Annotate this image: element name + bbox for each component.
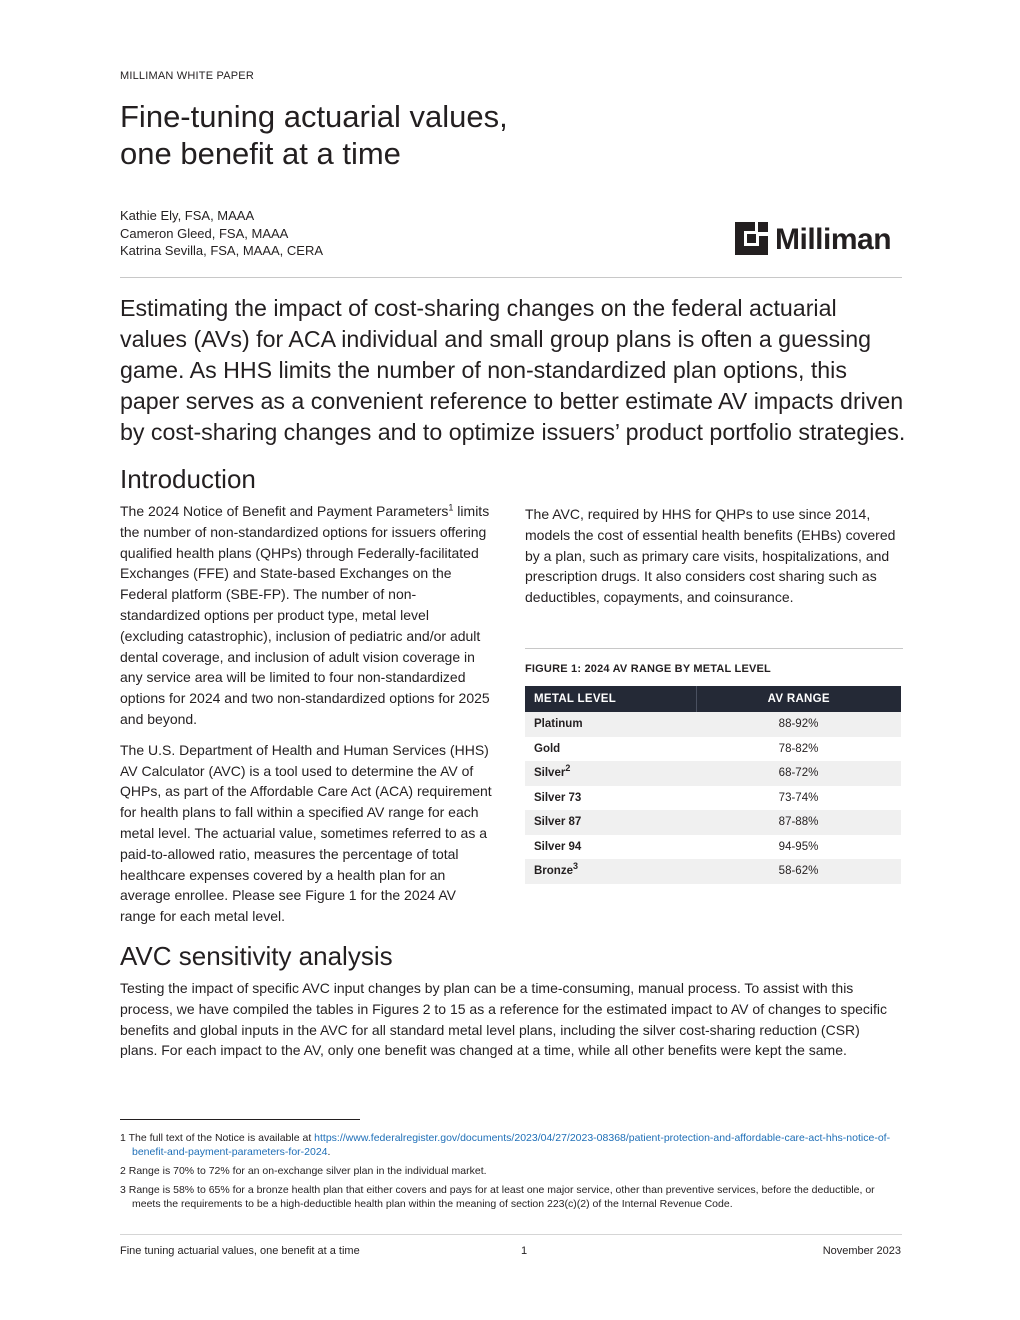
- footer-title: Fine tuning actuarial values, one benefit at a time: [120, 1245, 360, 1257]
- metal-level-cell: [525, 786, 696, 811]
- av-range-cell: 58-62%: [696, 859, 901, 884]
- metal-level-cell: [525, 859, 696, 884]
- notice-reference: The 2024 Notice of Benefit and Payment Parameters: [120, 503, 449, 519]
- page-title: [120, 98, 508, 172]
- footnote-ref-1[interactable]: 1: [448, 502, 454, 513]
- av-range-cell: 68-72%: [696, 761, 901, 786]
- av-range-cell: 94-95%: [778, 840, 819, 853]
- table-row: [525, 810, 901, 835]
- section-heading-introduction: Introduction: [120, 464, 256, 494]
- page-number: 1: [521, 1245, 528, 1257]
- metal-level-label: Gold: [534, 742, 561, 755]
- table-row: [525, 859, 901, 884]
- intro-left-column: [120, 501, 492, 937]
- milliman-logo: [735, 222, 905, 258]
- footnote-ref-2[interactable]: 2: [565, 763, 571, 774]
- metal-level-label: Silver 73: [534, 791, 582, 804]
- footnote-1-suffix: .: [327, 1146, 331, 1158]
- figure-divider: [525, 648, 903, 649]
- column-header-av-range: AV RANGE: [696, 686, 901, 712]
- title-line-2: one benefit at a time: [120, 136, 401, 171]
- intro-paragraph-3: The AVC, required by HHS for QHPs to use since 2014, models the cost of essential health benefits (EHBs) covered by a plan, such as primary care visits, hospitalizations, and prescription drugs. It also considers cost sharing such as deductibles, copayments, and coinsurance.: [525, 506, 896, 606]
- footnote-3: 3 Range is 58% to 65% for a bronze health plan that either covers and pays for at least one major service, other than preventive services, before the deductible, or meets the requirements to be a high-deductible health plan within the meaning of section 223(c)(2) of the Internal Revenue Code.: [120, 1184, 875, 1210]
- author: Kathie Ely, FSA, MAAA: [120, 208, 255, 223]
- metal-level-label: Silver: [534, 767, 566, 780]
- sensitivity-paragraph: Testing the impact of specific AVC input changes by plan can be a time-consuming, manual process. To assist with this process, we have compiled the tables in Figures 2 to 15 as a reference for the estimated impact to AV of changes to specific benefits and global inputs in the AVC for all standard metal level plans, including the silver cost-sharing reduction (CSR) plans. For each impact to the AV, only one benefit was changed at a time, while all other benefits were kept the same.: [120, 980, 888, 1059]
- footnote-1-text: 1 The full text of the Notice is available at: [120, 1132, 315, 1144]
- divider: [120, 277, 902, 278]
- eyebrow-label: MILLIMAN WHITE PAPER: [120, 70, 254, 82]
- intro-paragraph-1-text: limits the number of non-standardized options for issuers offering qualified health plans (QHPs) through Federally-facilitated Exchanges (FFE) and State-based Exchanges on the Federal platform (SBE-FP). The number of non-standardized options per product type, metal level (excluding catastrophic), inclusion of pediatric and/or adult dental coverage, and inclusion of adult vision coverage in any service area will be limited to four non-standardized options for 2024 and two non-standardized options for 2025 and beyond.: [120, 503, 490, 727]
- metal-level-cell: [525, 810, 696, 835]
- logo-wordmark: Milliman: [775, 223, 892, 256]
- av-range-cell: 87-88%: [696, 810, 901, 835]
- intro-paragraph-2: The U.S. Department of Health and Human Services (HHS) AV Calculator (AVC) is a tool used to determine the AV of QHPs, as part of the Affordable Care Act (ACA) requirement for health plans to fall within a specified AV range for each metal level. The actuarial value, sometimes referred to as a paid-to-allowed ratio, measures the percentage of total healthcare expenses covered by a health plan for an average enrollee. Please see Figure 1 for the 2024 AV range for each metal level.: [120, 741, 492, 925]
- footnote-2: 2 Range is 70% to 72% for an on-exchange silver plan in the individual market.: [120, 1165, 487, 1177]
- table-row: [525, 761, 901, 786]
- metal-level-cell: [525, 761, 696, 786]
- footnote-1: [120, 1131, 900, 1159]
- table-header-row: [525, 686, 901, 712]
- footnote-divider: [120, 1119, 360, 1120]
- metal-level-cell: [525, 737, 696, 762]
- footnote-ref-3[interactable]: 3: [572, 861, 578, 872]
- metal-level-cell: [525, 835, 696, 860]
- footer-date: November 2023: [822, 1245, 901, 1257]
- metal-level-label: Bronze: [534, 865, 573, 878]
- footer-divider: [120, 1234, 902, 1235]
- federal-register-link[interactable]: https://www.federalregister.gov/documents/2023/04/27/2023-08368/patient-protection-and-affordable-care-act-hhs-notice-of-benefit-and-payment-parameters-for-2024: [132, 1132, 891, 1158]
- milliman-logo-mark-icon: [735, 222, 768, 255]
- av-range-table: [525, 686, 901, 884]
- column-header-metal-level: METAL LEVEL: [525, 686, 696, 712]
- author: Cameron Gleed, FSA, MAAA: [120, 225, 289, 241]
- lede-paragraph: Estimating the impact of cost-sharing changes on the federal actuarial values (AVs) for ACA individual and small group plans is often a guessing game. As HHS limits the number of non-standardized plan options, this paper serves as a convenient reference to better estimate AV impacts driven by cost-sharing changes and to optimize issuers’ product portfolio strategies.: [120, 295, 906, 445]
- table-row: [525, 835, 901, 860]
- footnotes: [120, 1131, 900, 1216]
- metal-level-cell: [525, 712, 696, 737]
- title-line-1: Fine-tuning actuarial values,: [120, 99, 508, 134]
- av-range-cell: 73-74%: [778, 791, 819, 804]
- table-row: [525, 737, 901, 762]
- metal-level-label: Silver 94: [534, 840, 582, 853]
- section-heading-avc-sensitivity: AVC sensitivity analysis: [120, 941, 393, 971]
- intro-paragraph-1: [120, 501, 492, 730]
- av-range-cell: 78-82%: [778, 742, 819, 755]
- metal-level-label: Platinum: [534, 718, 583, 731]
- table-row: [525, 786, 901, 811]
- figure-1-title: FIGURE 1: 2024 AV RANGE BY METAL LEVEL: [525, 663, 771, 675]
- author: Katrina Sevilla, FSA, MAAA, CERA: [120, 243, 324, 258]
- av-range-cell: 88-92%: [696, 712, 901, 737]
- author-list: [120, 207, 323, 260]
- metal-level-label: Silver 87: [534, 816, 582, 829]
- table-row: [525, 712, 901, 737]
- intro-right-column: [525, 504, 903, 618]
